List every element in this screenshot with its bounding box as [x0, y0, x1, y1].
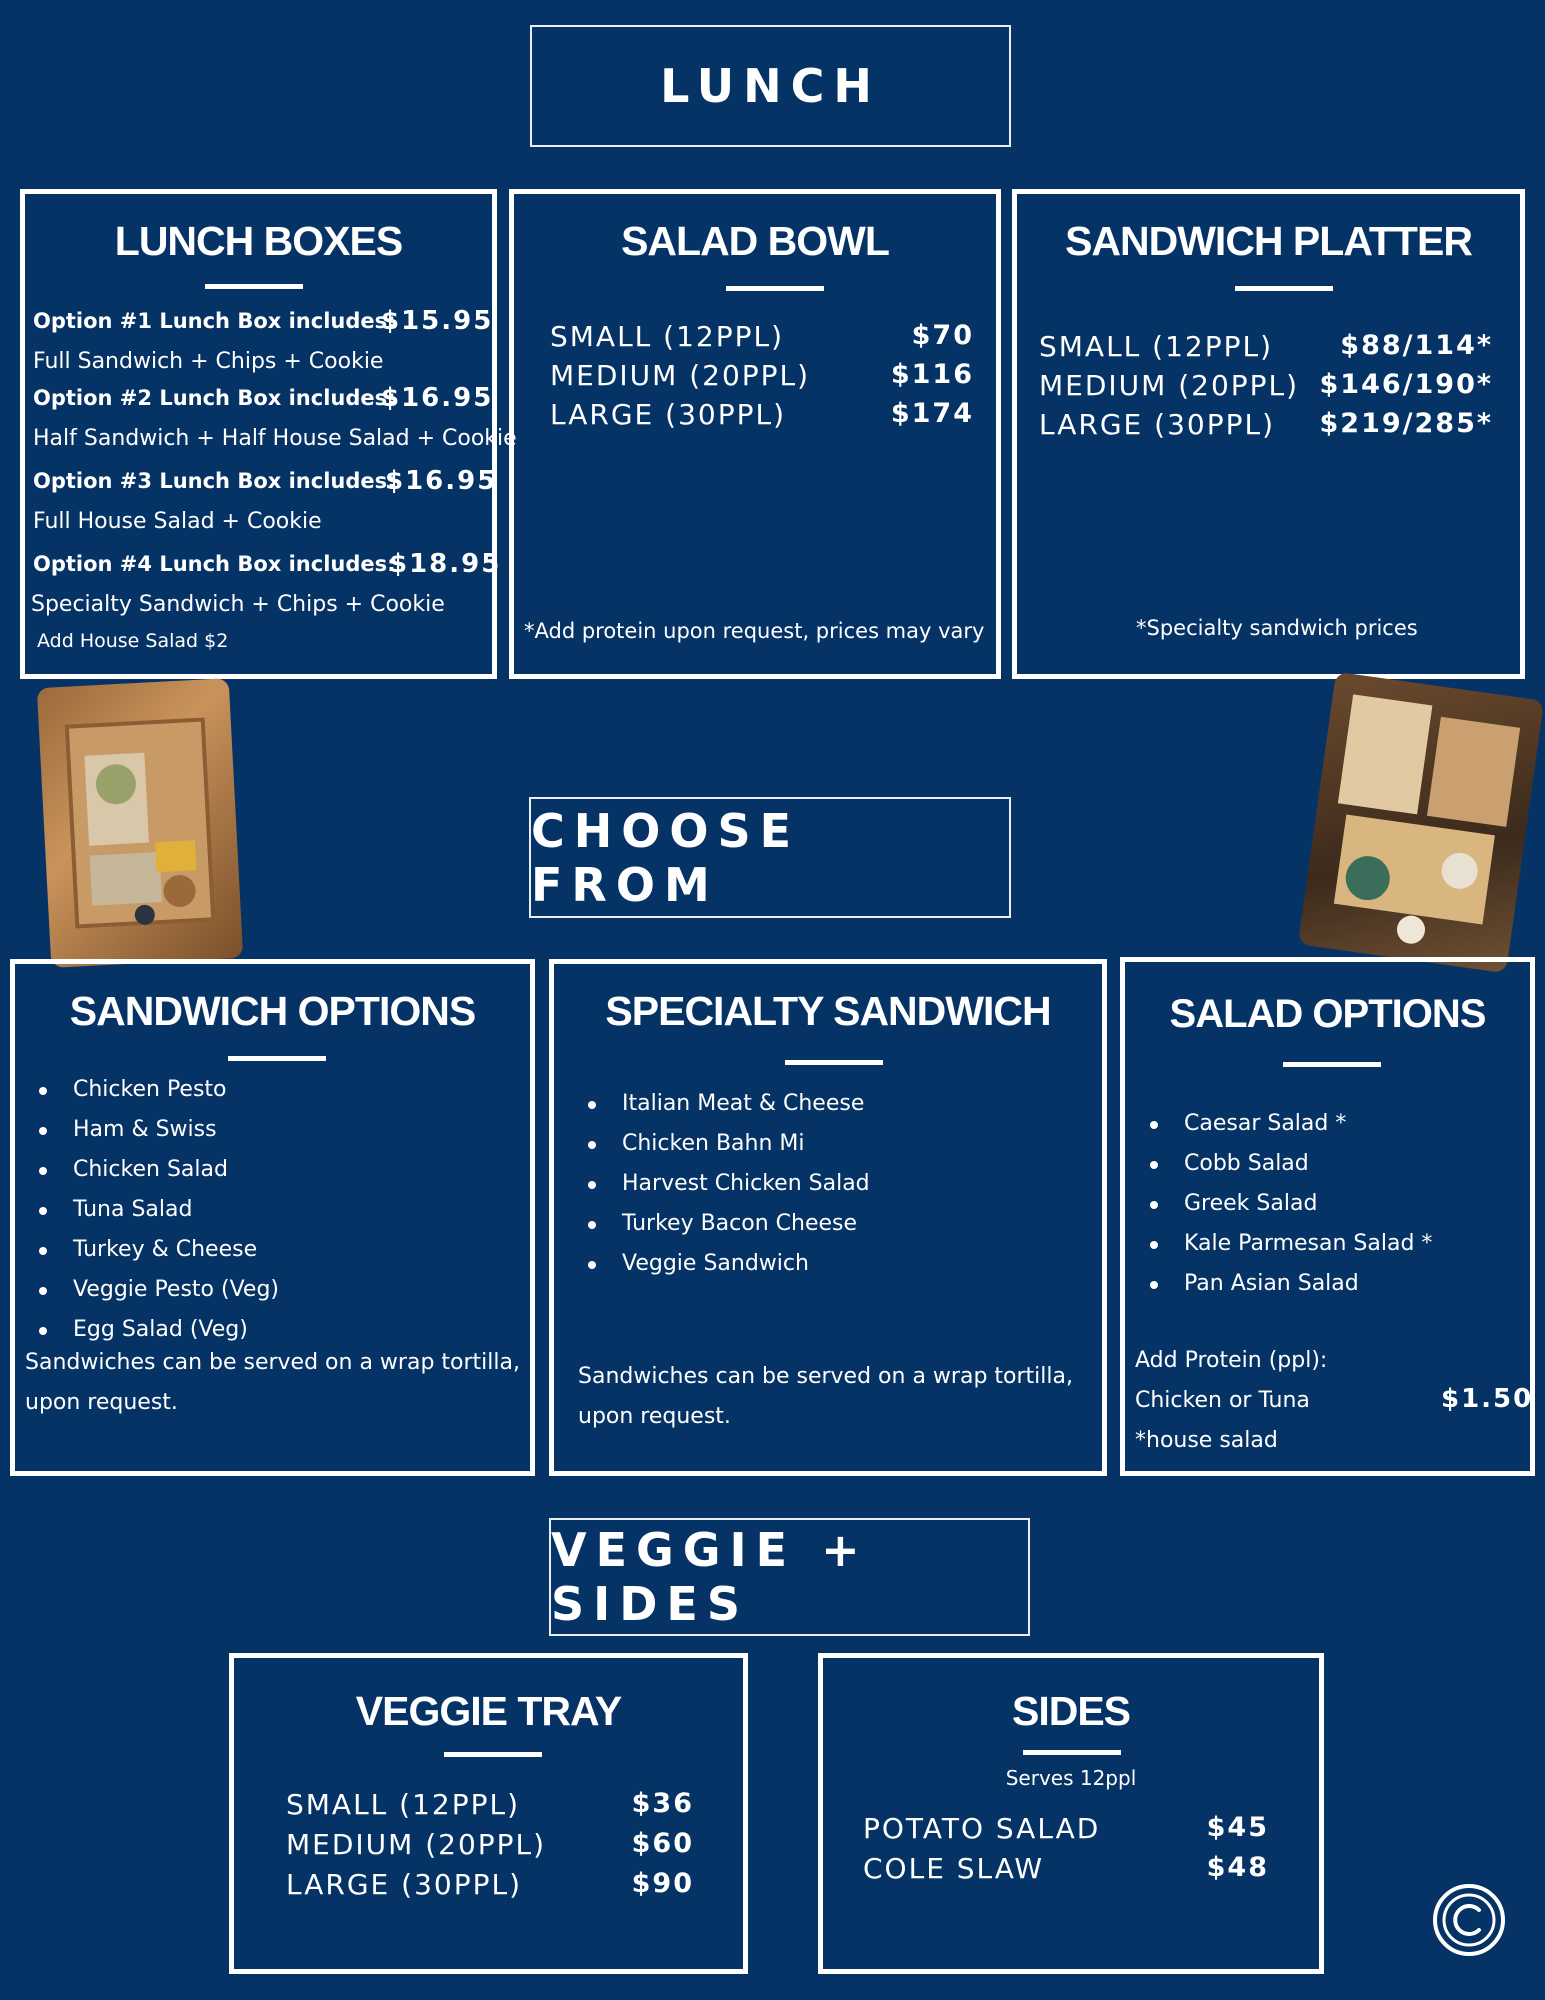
sandwich-platter-card [1012, 189, 1525, 679]
title-divider [785, 1060, 883, 1065]
veggie-sides-banner: VEGGIE + SIDES [549, 1518, 1030, 1636]
list-item: Egg Salad (Veg) [35, 1310, 279, 1350]
veggie-size-row [286, 1868, 694, 1901]
list-item: Greek Salad [1146, 1184, 1432, 1224]
title-divider [1023, 1750, 1121, 1755]
lunch-boxes-card [20, 189, 517, 679]
size-price: $90 [631, 1868, 694, 1899]
specialty-sandwich-card [549, 959, 1107, 1476]
veggie-size-row [286, 1828, 694, 1861]
size-label: SMALL (12PPL) [1039, 330, 1274, 363]
salad-bowl-card [509, 189, 1001, 679]
specialty-sandwich-title: SPECIALTY SANDWICH [605, 988, 1051, 1034]
title-divider [444, 1752, 542, 1757]
option-4-desc: Specialty Sandwich + Chips + Cookie [31, 592, 445, 617]
protein-price: $1.50 [1441, 1384, 1534, 1414]
wrap-note-line2: upon request. [578, 1404, 731, 1429]
list-item: Ham & Swiss [35, 1110, 279, 1150]
size-label: LARGE (30PPL) [550, 398, 786, 431]
list-item: Chicken Pesto [35, 1070, 279, 1110]
list-item: Cobb Salad [1146, 1144, 1432, 1184]
protein-item: Chicken or Tuna [1135, 1388, 1310, 1413]
salad-bowl-size-row [550, 359, 974, 392]
side-name: COLE SLAW [863, 1852, 1045, 1885]
size-label: LARGE (30PPL) [286, 1868, 522, 1901]
option-3-label: Option #3 Lunch Box includes: [33, 469, 396, 493]
size-price: $88/114* [1340, 330, 1493, 361]
title-divider [726, 286, 824, 291]
lunch-box-photo [37, 678, 243, 968]
list-item: Italian Meat & Cheese [584, 1084, 870, 1124]
side-name: POTATO SALAD [863, 1812, 1101, 1845]
size-price: $146/190* [1319, 369, 1493, 400]
size-label: MEDIUM (20PPL) [286, 1828, 547, 1861]
list-item: Harvest Chicken Salad [584, 1164, 870, 1204]
list-item: Pan Asian Salad [1146, 1264, 1432, 1304]
side-price: $48 [1206, 1852, 1269, 1883]
title-divider [205, 284, 303, 289]
size-price: $70 [911, 320, 974, 351]
salad-options-card [1120, 957, 1535, 1476]
size-price: $60 [631, 1828, 694, 1859]
add-protein-label: Add Protein (ppl): [1135, 1348, 1328, 1373]
salad-options-title: SALAD OPTIONS [1169, 992, 1486, 1036]
lunch-banner: LUNCH [530, 25, 1011, 147]
size-label: SMALL (12PPL) [286, 1788, 521, 1821]
size-label: MEDIUM (20PPL) [1039, 369, 1300, 402]
lunch-boxes-title: LUNCH BOXES [114, 218, 403, 264]
size-price: $219/285* [1319, 408, 1493, 439]
list-item: Caesar Salad * [1146, 1104, 1432, 1144]
title-divider [1283, 1062, 1381, 1067]
wrap-note-line2: upon request. [25, 1390, 178, 1415]
size-label: MEDIUM (20PPL) [550, 359, 811, 392]
title-divider [1235, 286, 1333, 291]
option-1-price: $15.95 [381, 306, 494, 336]
option-3-desc: Full House Salad + Cookie [33, 509, 322, 534]
side-row [863, 1812, 1269, 1845]
list-item: Veggie Pesto (Veg) [35, 1270, 279, 1310]
option-2-label: Option #2 Lunch Box includes: [33, 386, 396, 410]
list-item: Tuna Salad [35, 1190, 279, 1230]
sandwich-options-card [10, 959, 535, 1476]
choose-from-banner: CHOOSE FROM [529, 797, 1011, 918]
salad-options-list [1146, 1104, 1432, 1304]
list-item: Turkey Bacon Cheese [584, 1204, 870, 1244]
platter-size-row [1039, 408, 1493, 441]
list-item: Kale Parmesan Salad * [1146, 1224, 1432, 1264]
sandwich-platter-photo [1298, 672, 1544, 974]
sides-subtitle: Serves 12ppl [1005, 1766, 1137, 1790]
option-2-price: $16.95 [381, 383, 494, 413]
option-1-label: Option #1 Lunch Box includes: [33, 309, 396, 333]
salad-bowl-size-row [550, 398, 974, 431]
veggie-size-row [286, 1788, 694, 1821]
sandwich-options-title: SANDWICH OPTIONS [69, 988, 476, 1034]
list-item: Chicken Bahn Mi [584, 1124, 870, 1164]
lunch-box-illustration-icon [37, 678, 243, 968]
platter-size-row [1039, 369, 1493, 402]
option-3-price: $16.95 [385, 466, 498, 496]
title-divider [228, 1056, 326, 1061]
list-item: Turkey & Cheese [35, 1230, 279, 1270]
option-4-price: $18.95 [389, 549, 502, 579]
size-label: SMALL (12PPL) [550, 320, 785, 353]
side-price: $45 [1206, 1812, 1269, 1843]
list-item: Chicken Salad [35, 1150, 279, 1190]
sides-title: SIDES [1011, 1688, 1131, 1734]
salad-bowl-size-row [550, 320, 974, 353]
list-item: Veggie Sandwich [584, 1244, 870, 1284]
option-4-label: Option #4 Lunch Box includes: [33, 552, 396, 576]
size-price: $116 [890, 359, 974, 390]
wrap-note-line1: Sandwiches can be served on a wrap tortilla, [578, 1364, 1073, 1389]
sandwich-platter-title: SANDWICH PLATTER [1065, 218, 1472, 264]
platter-note: *Specialty sandwich prices [1136, 616, 1418, 640]
side-row [863, 1852, 1269, 1885]
salad-bowl-note: *Add protein upon request, prices may vary [524, 619, 985, 643]
veggie-tray-card [229, 1653, 748, 1974]
option-2-desc: Half Sandwich + Half House Salad + Cookie [33, 426, 517, 451]
house-salad-footnote: *house salad [1135, 1428, 1278, 1453]
option-1-desc: Full Sandwich + Chips + Cookie [33, 349, 384, 374]
house-salad-addon: Add House Salad $2 [37, 630, 229, 652]
veggie-tray-title: VEGGIE TRAY [355, 1688, 622, 1734]
sides-card [818, 1653, 1324, 1974]
sandwich-options-list [35, 1070, 279, 1350]
size-label: LARGE (30PPL) [1039, 408, 1275, 441]
specialty-sandwich-list [584, 1084, 870, 1284]
platter-illustration-icon [1298, 672, 1544, 974]
copyright-c-logo-icon [1431, 1882, 1507, 1958]
size-price: $174 [890, 398, 974, 429]
platter-size-row [1039, 330, 1493, 363]
wrap-note-line1: Sandwiches can be served on a wrap tortilla, [25, 1350, 520, 1375]
size-price: $36 [631, 1788, 694, 1819]
salad-bowl-title: SALAD BOWL [621, 218, 889, 264]
